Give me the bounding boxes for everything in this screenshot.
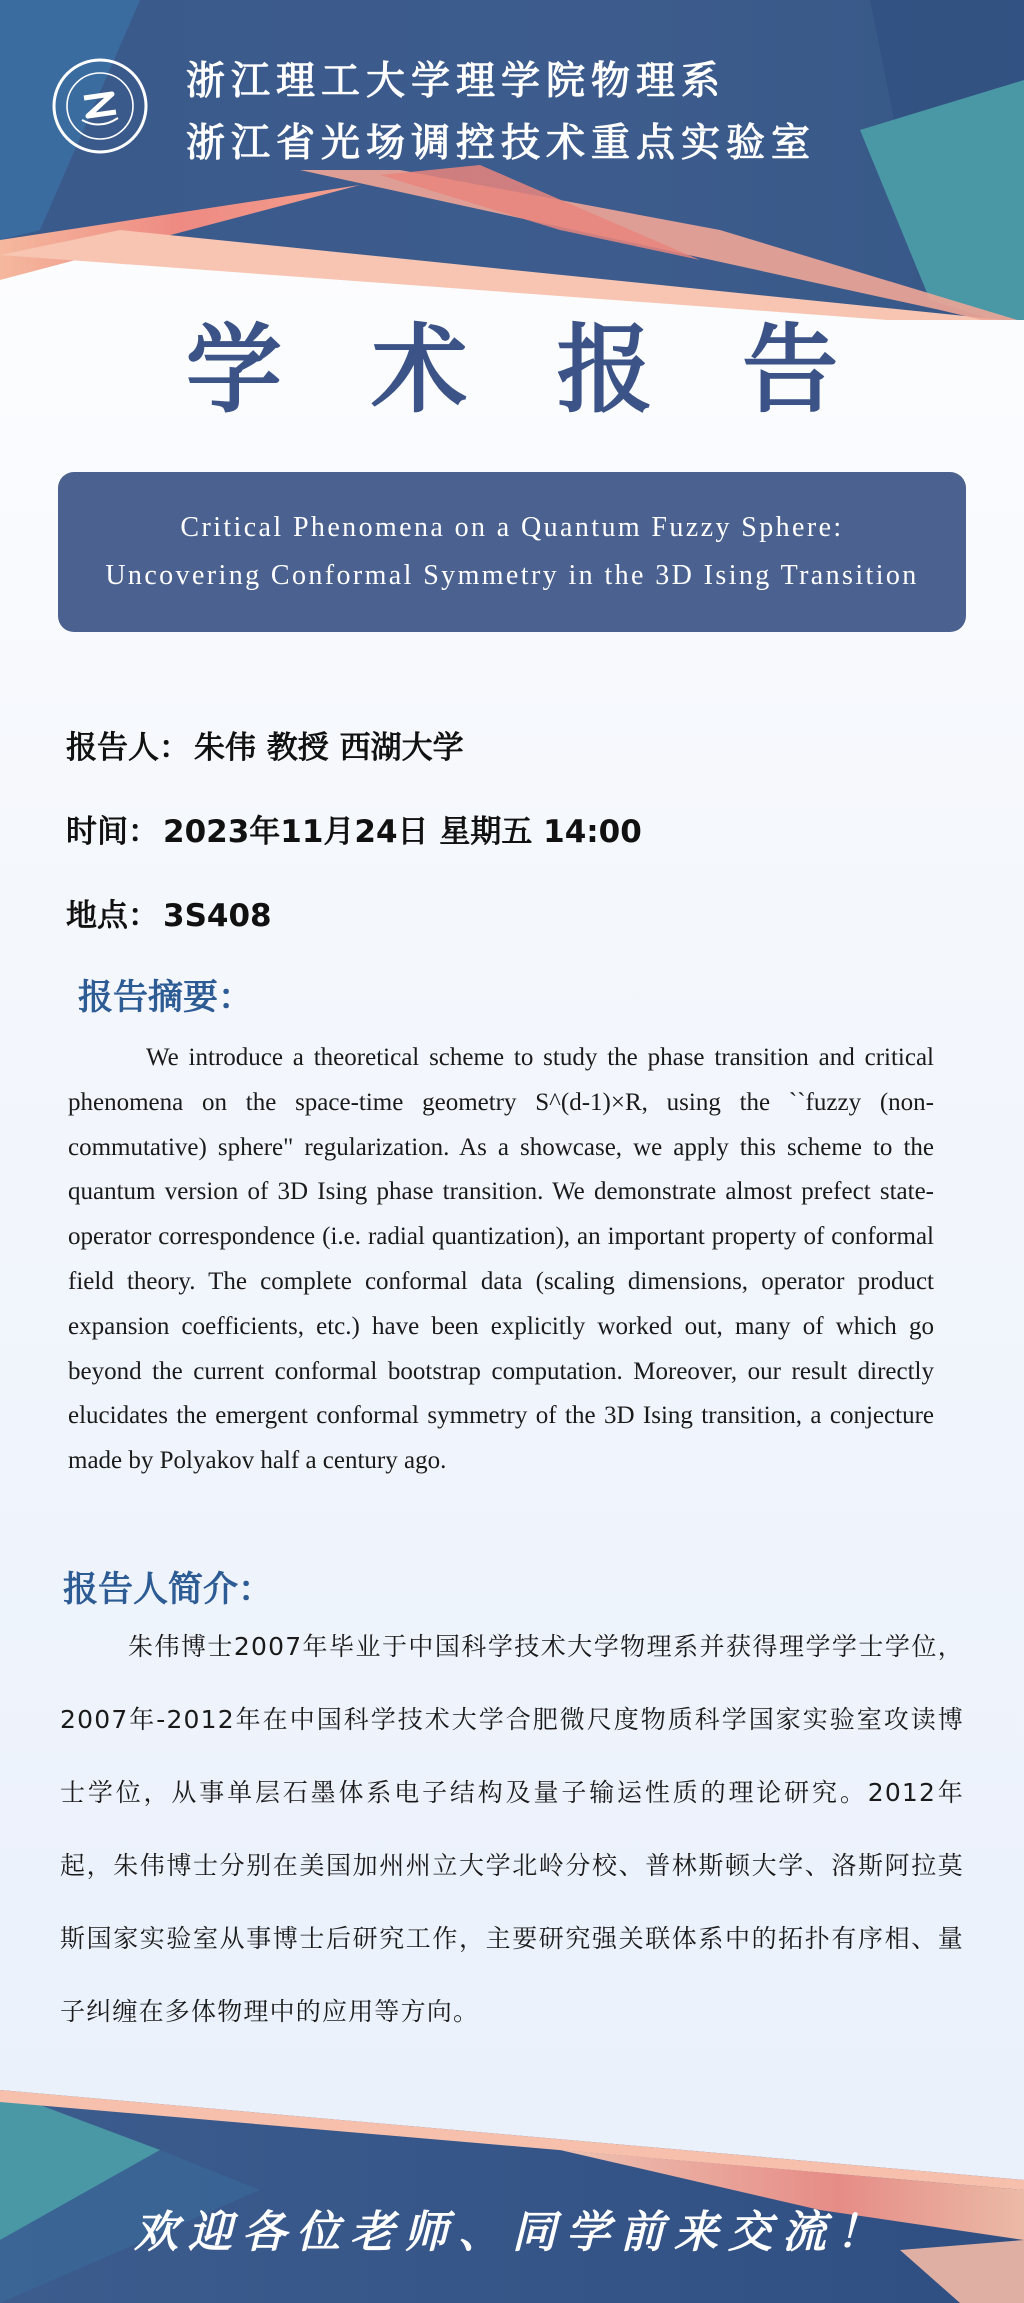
speaker-label: 报告人： (66, 730, 190, 766)
bio-text: 朱伟博士2007年毕业于中国科学技术大学物理系并获得理学学士学位，2007年-2012年在中国科学技术大学合肥微尺度物质科学国家实验室攻读博士学位，从事单层石墨体系电子结构及量子输运性质的理论研究。2012年起，朱伟博士分别在美国加州州立大学北岭分校、普林斯顿大学、洛斯阿拉莫斯国家实验室从事博士后研究工作，主要研究强关联体系中的拓扑有序相、量子纠缠在多体物理中的应用等方向。 (60, 1632, 964, 2026)
place-info (66, 890, 272, 935)
time-info (66, 806, 642, 851)
talk-title-line-1: Critical Phenomena on a Quantum Fuzzy Sphere: (180, 512, 844, 543)
department-title: 浙江理工大学理学院物理系 (186, 59, 727, 104)
abstract-heading: 报告摘要： (78, 978, 254, 1018)
abstract-text: We introduce a theoretical scheme to study the phase transition and critical phenomena on the space-time geometry S^(d-1)×R, using the ``fuzzy (non-commutative) sphere" regularization. As a showcase, we apply this scheme to the quantum version of 3D Ising phase transition. We demonstrate almost prefect state-operator correspondence (i.e. radial quantization), an important property of conformal field theory. The complete conformal data (scaling dimensions, operator product expansion coefficients, etc.) have been explicitly worked out, many of which go beyond the current conformal bootstrap computation. Moreover, our result directly elucidates the emergent conformal symmetry of the 3D Ising transition, a conjecture made by Polyakov half a century ago. (68, 1044, 934, 1475)
time-value: 2023年11月24日 星期五 14:00 (163, 814, 642, 850)
speaker-value: 朱伟 教授 西湖大学 (194, 730, 464, 766)
university-seal-icon (52, 58, 148, 154)
time-label: 时间： (66, 814, 159, 850)
place-label: 地点： (66, 898, 159, 934)
talk-title-box (58, 472, 966, 632)
talk-title-line-2: Uncovering Conformal Symmetry in the 3D Ising Transition (105, 560, 919, 591)
welcome-message: 欢迎各位老师、同学前来交流！ (134, 2207, 890, 2258)
speaker-info (66, 722, 464, 767)
place-value: 3S408 (163, 898, 272, 934)
laboratory-title: 浙江省光场调控技术重点实验室 (186, 121, 817, 166)
page-title: 学 术 报 告 (185, 313, 867, 426)
bio-heading: 报告人简介： (63, 1570, 274, 1610)
